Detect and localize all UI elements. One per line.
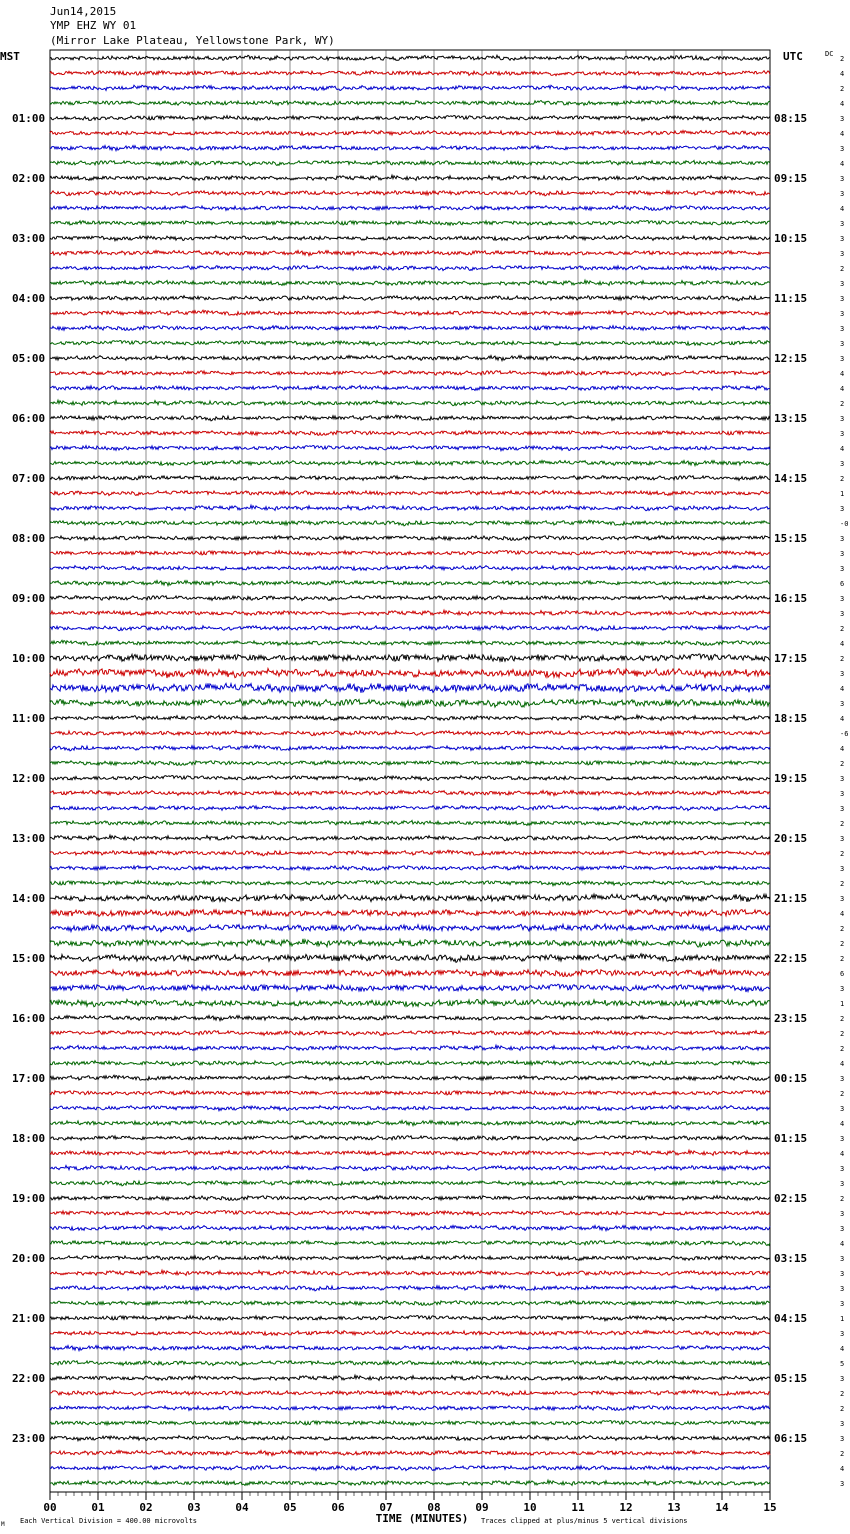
- dc-value: 3: [840, 1300, 845, 1308]
- seismic-trace: [50, 280, 770, 285]
- dc-value: 4: [840, 445, 845, 453]
- seismic-trace: [50, 505, 770, 511]
- dc-value: 2: [840, 1450, 845, 1458]
- dc-value: 6: [840, 970, 845, 978]
- dc-value: 2: [840, 625, 845, 633]
- seismic-trace: [50, 1180, 770, 1186]
- left-hour-label: 08:00: [12, 532, 46, 545]
- x-tick-label: 02: [139, 1501, 153, 1514]
- left-hour-label: 01:00: [12, 112, 46, 125]
- dc-value: 3: [840, 1165, 845, 1173]
- right-hour-label: 06:15: [774, 1432, 808, 1445]
- seismic-trace: [50, 566, 770, 571]
- seismic-trace: [50, 984, 770, 992]
- dc-value: 4: [840, 70, 845, 78]
- right-hour-label: 21:15: [774, 892, 808, 905]
- seismic-trace: [50, 206, 770, 211]
- seismic-trace: [50, 431, 770, 436]
- dc-value: 4: [840, 1120, 845, 1128]
- seismic-trace: [50, 371, 770, 376]
- location-label: (Mirror Lake Plateau, Yellowstone Park, WY): [50, 34, 335, 47]
- seismic-trace: [50, 776, 770, 781]
- seismic-trace: [50, 866, 770, 871]
- dc-value: 3: [840, 175, 845, 183]
- dc-value: 3: [840, 985, 845, 993]
- x-tick-label: 05: [283, 1501, 297, 1514]
- dc-value: 2: [840, 1030, 845, 1038]
- seismic-trace: [50, 596, 770, 601]
- seismic-trace: [50, 626, 770, 631]
- dc-value: 3: [840, 1270, 845, 1278]
- dc-value: 2: [840, 955, 845, 963]
- dc-value: 3: [840, 865, 845, 873]
- seismic-trace: [50, 1166, 770, 1171]
- dc-value: 3: [840, 145, 845, 153]
- seismic-trace: [50, 1075, 770, 1080]
- x-tick-label: 08: [427, 1501, 441, 1514]
- left-hour-label: 03:00: [12, 232, 46, 245]
- right-hour-label: 22:15: [774, 952, 808, 965]
- seismic-trace: [50, 476, 770, 481]
- seismic-trace: [50, 715, 770, 720]
- dc-value: 2: [840, 925, 845, 933]
- left-hour-label: 17:00: [12, 1072, 46, 1085]
- dc-value: 2: [840, 1045, 845, 1053]
- dc-value: 3: [840, 535, 845, 543]
- left-hour-label: 19:00: [12, 1192, 46, 1205]
- right-hour-label: 01:15: [774, 1132, 808, 1145]
- left-hour-label: 23:00: [12, 1432, 46, 1445]
- left-hour-label: 21:00: [12, 1312, 46, 1325]
- seismic-trace: [50, 116, 770, 121]
- dc-value: 3: [840, 1330, 845, 1338]
- seismic-trace: [50, 1211, 770, 1216]
- x-tick-label: 01: [91, 1501, 105, 1514]
- dc-value: 3: [840, 835, 845, 843]
- dc-value: 4: [840, 1060, 845, 1068]
- seismic-trace: [50, 761, 770, 766]
- seismic-trace: [50, 296, 770, 301]
- scale-note: Each Vertical Division = 400.00 microvolts: [20, 1517, 198, 1525]
- seismic-trace: [50, 1226, 770, 1231]
- left-hour-label: 05:00: [12, 352, 46, 365]
- seismic-trace: [50, 1270, 770, 1276]
- chart-grid: [50, 50, 770, 1500]
- dc-value: 2: [840, 85, 845, 93]
- dc-value: 3: [840, 700, 845, 708]
- dc-value: 2: [840, 1195, 845, 1203]
- dc-value: 3: [840, 670, 845, 678]
- seismic-trace: [50, 55, 770, 60]
- seismic-trace: [50, 386, 770, 391]
- seismic-trace: [50, 415, 770, 421]
- dc-value: 3: [840, 325, 845, 333]
- seismic-trace: [50, 71, 770, 76]
- dc-value: 4: [840, 130, 845, 138]
- left-hour-label: 15:00: [12, 952, 46, 965]
- seismic-trace: [50, 894, 770, 902]
- seismic-trace: [50, 326, 770, 331]
- seismic-trace: [50, 669, 770, 679]
- seismic-trace: [50, 835, 770, 841]
- dc-value: 3: [840, 550, 845, 558]
- dc-value: 2: [840, 880, 845, 888]
- dc-value: 1: [840, 1000, 845, 1008]
- seismic-trace: [50, 536, 770, 541]
- seismic-trace: [50, 1136, 770, 1141]
- right-hour-label: 16:15: [774, 592, 808, 605]
- seismic-trace: [50, 1421, 770, 1426]
- dc-value: 3: [840, 235, 845, 243]
- seismic-trace: [50, 850, 770, 856]
- dc-value: 3: [840, 190, 845, 198]
- seismic-trace: [50, 1016, 770, 1021]
- left-hour-label: 02:00: [12, 172, 46, 185]
- dc-value: 4: [840, 1465, 845, 1473]
- right-hour-label: 14:15: [774, 472, 808, 485]
- seismic-trace: [50, 640, 770, 645]
- dc-value: -0: [840, 520, 849, 528]
- seismic-trace: [50, 1061, 770, 1066]
- seismic-trace: [50, 939, 770, 947]
- dc-value: 3: [840, 415, 845, 423]
- left-hour-label: 18:00: [12, 1132, 46, 1145]
- dc-value: 3: [840, 1225, 845, 1233]
- dc-value: 3: [840, 1435, 845, 1443]
- seismic-trace: [50, 821, 770, 826]
- seismic-trace: [50, 1466, 770, 1471]
- dc-value: 4: [840, 640, 845, 648]
- seismic-trace: [50, 806, 770, 811]
- trace-group: [50, 55, 770, 1485]
- seismic-trace: [50, 1256, 770, 1261]
- seismic-trace: [50, 1316, 770, 1321]
- right-hour-label: 08:15: [774, 112, 808, 125]
- seismic-trace: [50, 310, 770, 315]
- x-tick-label: 14: [715, 1501, 729, 1514]
- dc-value: 3: [840, 1135, 845, 1143]
- seismic-trace: [50, 581, 770, 586]
- left-hour-label: 20:00: [12, 1252, 46, 1265]
- seismic-trace: [50, 924, 770, 932]
- seismic-trace: [50, 654, 770, 662]
- left-hour-label: 12:00: [12, 772, 46, 785]
- dc-value: 3: [840, 1210, 845, 1218]
- dc-value: 4: [840, 1150, 845, 1158]
- dc-value: 2: [840, 760, 845, 768]
- seismic-trace: [50, 1406, 770, 1411]
- dc-value: 3: [840, 355, 845, 363]
- right-hour-label: 00:15: [774, 1072, 808, 1085]
- dc-value: 3: [840, 310, 845, 318]
- dc-value: 3: [840, 430, 845, 438]
- dc-value: 2: [840, 475, 845, 483]
- dc-label: DC: [825, 50, 834, 58]
- seismic-trace: [50, 999, 770, 1006]
- right-hour-label: 03:15: [774, 1252, 808, 1265]
- dc-value: 3: [840, 1180, 845, 1188]
- seismic-trace: [50, 1091, 770, 1096]
- dc-value: 4: [840, 745, 845, 753]
- left-hour-label: 04:00: [12, 292, 46, 305]
- right-hour-label: 02:15: [774, 1192, 808, 1205]
- dc-value: 2: [840, 1390, 845, 1398]
- dc-value: 3: [840, 250, 845, 258]
- seismic-trace: [50, 146, 770, 151]
- right-hour-label: 17:15: [774, 652, 808, 665]
- seismic-trace: [50, 251, 770, 256]
- dc-value: 4: [840, 205, 845, 213]
- dc-value: 3: [840, 1480, 845, 1488]
- seismic-trace: [50, 190, 770, 196]
- dc-value: 4: [840, 385, 845, 393]
- dc-value: 3: [840, 505, 845, 513]
- x-tick-label: 15: [763, 1501, 777, 1514]
- seismic-trace: [50, 1301, 770, 1306]
- station-label: YMP EHZ WY 01: [50, 19, 137, 32]
- x-tick-label: 10: [523, 1501, 537, 1514]
- dc-value: 3: [840, 115, 845, 123]
- seismic-trace: [50, 236, 770, 241]
- x-tick-label: 13: [667, 1501, 681, 1514]
- seismic-trace: [50, 85, 770, 90]
- dc-value: 2: [840, 1090, 845, 1098]
- dc-value: 3: [840, 805, 845, 813]
- seismic-trace: [50, 341, 770, 346]
- seismic-trace: [50, 910, 770, 917]
- left-timezone-label: MST: [0, 50, 20, 63]
- right-timezone-label: UTC: [783, 50, 803, 63]
- dc-value: 4: [840, 100, 845, 108]
- seismic-trace: [50, 1241, 770, 1246]
- seismic-trace: [50, 100, 770, 105]
- seismic-trace: [50, 970, 770, 977]
- right-hour-label: 11:15: [774, 292, 808, 305]
- right-hour-label: 13:15: [774, 412, 808, 425]
- dc-value: 3: [840, 790, 845, 798]
- dc-value: 2: [840, 655, 845, 663]
- label-group: [12, 55, 848, 1514]
- left-hour-label: 07:00: [12, 472, 46, 485]
- left-hour-label: 16:00: [12, 1012, 46, 1025]
- dc-value: 2: [840, 265, 845, 273]
- dc-value: 2: [840, 400, 845, 408]
- dc-value: 4: [840, 1345, 845, 1353]
- seismic-trace: [50, 1106, 770, 1111]
- right-hour-label: 18:15: [774, 712, 808, 725]
- dc-value: 3: [840, 775, 845, 783]
- clip-note: Traces clipped at plus/minus 5 vertical divisions: [481, 1517, 688, 1525]
- dc-value: 3: [840, 340, 845, 348]
- seismic-trace: [50, 161, 770, 166]
- dc-value: 4: [840, 715, 845, 723]
- seismic-trace: [50, 1121, 770, 1126]
- x-tick-label: 12: [619, 1501, 633, 1514]
- dc-value: 6: [840, 580, 845, 588]
- dc-value: 3: [840, 1285, 845, 1293]
- dc-value: 2: [840, 1405, 845, 1413]
- seismic-trace: [50, 1436, 770, 1441]
- dc-value: 1: [840, 490, 845, 498]
- dc-value: 3: [840, 1075, 845, 1083]
- seismic-trace: [50, 461, 770, 466]
- seismic-trace: [50, 699, 770, 707]
- seismic-trace: [50, 491, 770, 496]
- dc-value: -6: [840, 730, 849, 738]
- seismic-trace: [50, 1150, 770, 1155]
- seismic-trace: [50, 1285, 770, 1291]
- right-hour-label: 20:15: [774, 832, 808, 845]
- seismic-trace: [50, 1031, 770, 1036]
- left-hour-label: 22:00: [12, 1372, 46, 1385]
- seismic-trace: [50, 131, 770, 136]
- seismic-trace: [50, 356, 770, 361]
- dc-value: 2: [840, 820, 845, 828]
- left-hour-label: 13:00: [12, 832, 46, 845]
- dc-value: 2: [840, 55, 845, 63]
- left-hour-label: 06:00: [12, 412, 46, 425]
- dc-value: 3: [840, 1375, 845, 1383]
- seismic-trace: [50, 1375, 770, 1381]
- right-hour-label: 15:15: [774, 532, 808, 545]
- seismic-trace: [50, 1451, 770, 1456]
- dc-value: 3: [840, 1420, 845, 1428]
- right-hour-label: 19:15: [774, 772, 808, 785]
- dc-value: 2: [840, 1015, 845, 1023]
- left-hour-label: 09:00: [12, 592, 46, 605]
- corner-mark: M: [1, 1521, 5, 1528]
- dc-value: 3: [840, 295, 845, 303]
- seismic-trace: [50, 1361, 770, 1366]
- dc-value: 2: [840, 940, 845, 948]
- seismic-trace: [50, 520, 770, 526]
- x-tick-label: 09: [475, 1501, 489, 1514]
- x-tick-label: 07: [379, 1501, 393, 1514]
- seismic-trace: [50, 745, 770, 751]
- right-hour-label: 05:15: [774, 1372, 808, 1385]
- seismic-trace: [50, 881, 770, 886]
- seismic-trace: [50, 221, 770, 226]
- dc-value: 4: [840, 685, 845, 693]
- seismic-trace: [50, 1045, 770, 1050]
- x-tick-label: 11: [571, 1501, 585, 1514]
- x-axis-title: TIME (MINUTES): [375, 1512, 469, 1525]
- right-hour-label: 23:15: [774, 1012, 808, 1025]
- dc-value: 3: [840, 1105, 845, 1113]
- seismic-trace: [50, 791, 770, 796]
- seismic-trace: [50, 1390, 770, 1396]
- dc-value: 5: [840, 1360, 845, 1368]
- dc-value: 1: [840, 1315, 845, 1323]
- seismic-trace: [50, 1196, 770, 1201]
- dc-value: 3: [840, 610, 845, 618]
- dc-value: 4: [840, 160, 845, 168]
- x-tick-label: 04: [235, 1501, 249, 1514]
- dc-value: 3: [840, 220, 845, 228]
- seismic-trace: [50, 266, 770, 271]
- seismic-trace: [50, 683, 770, 692]
- seismic-trace: [50, 551, 770, 556]
- right-hour-label: 10:15: [774, 232, 808, 245]
- seismic-trace: [50, 731, 770, 736]
- left-hour-label: 11:00: [12, 712, 46, 725]
- dc-value: 3: [840, 595, 845, 603]
- dc-value: 3: [840, 280, 845, 288]
- seismic-trace: [50, 446, 770, 451]
- right-hour-label: 04:15: [774, 1312, 808, 1325]
- seismic-trace: [50, 1480, 770, 1485]
- x-tick-label: 03: [187, 1501, 201, 1514]
- dc-value: 3: [840, 460, 845, 468]
- seismic-trace: [50, 610, 770, 615]
- left-hour-label: 14:00: [12, 892, 46, 905]
- date-label: Jun14,2015: [50, 5, 117, 18]
- dc-value: 4: [840, 1240, 845, 1248]
- dc-value: 3: [840, 1255, 845, 1263]
- dc-value: 4: [840, 910, 845, 918]
- dc-value: 3: [840, 565, 845, 573]
- seismic-trace: [50, 1346, 770, 1351]
- dc-value: 2: [840, 850, 845, 858]
- dc-value: 4: [840, 370, 845, 378]
- seismic-trace: [50, 1331, 770, 1336]
- x-tick-label: 00: [43, 1501, 57, 1514]
- seismic-trace: [50, 175, 770, 180]
- x-tick-label: 06: [331, 1501, 345, 1514]
- right-hour-label: 12:15: [774, 352, 808, 365]
- right-hour-label: 09:15: [774, 172, 808, 185]
- seismic-trace: [50, 954, 770, 963]
- left-hour-label: 10:00: [12, 652, 46, 665]
- dc-value: 3: [840, 895, 845, 903]
- seismic-trace: [50, 400, 770, 406]
